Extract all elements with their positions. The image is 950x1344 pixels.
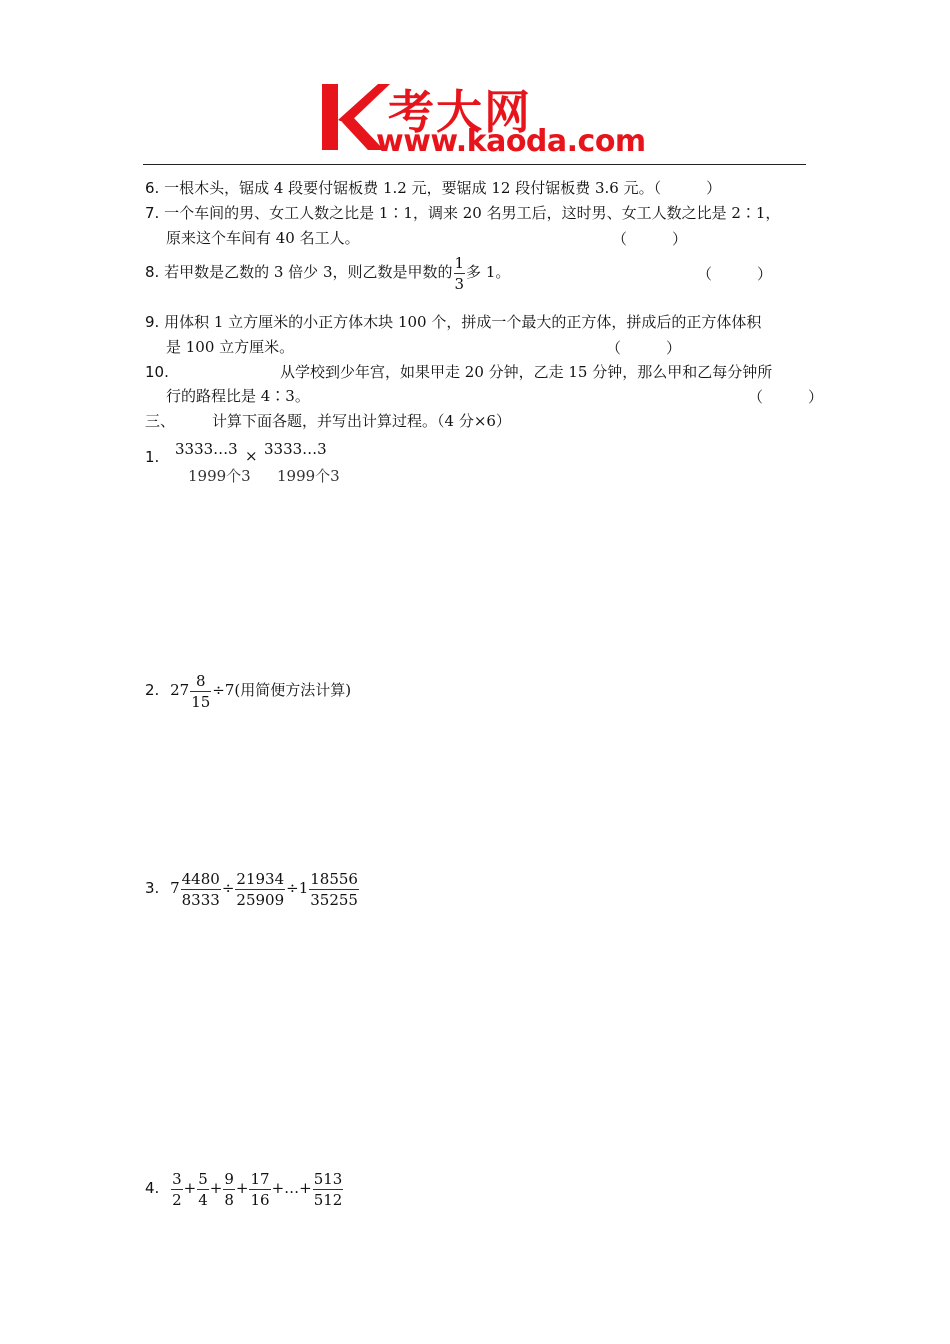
fraction-8-15: $\frac{8}{15}$ xyxy=(191,671,211,711)
kaoda-logo xyxy=(318,80,646,160)
fraction-9-8: $\frac{9}{8}$ xyxy=(224,1169,234,1209)
question-8: 8. 若甲数是乙数的 3 倍少 3，则乙数是甲数的 $\frac{1}{3}$ 多 1。 xyxy=(145,253,511,293)
question-10-line2: 行的路程比是 4∶3。 xyxy=(166,387,310,405)
fraction-18556-35255: $\frac{18556}{35255}$ xyxy=(310,869,358,909)
section-3-label: 三、 xyxy=(145,412,176,430)
calc-1-number: 1. xyxy=(145,448,160,466)
question-9-line1: 用体积 1 立方厘米的小正方体木块 100 个，拼成一个最大的正方体，拼成后的正方体体积 xyxy=(164,313,762,331)
repeated-threes-left: 3333…3 xyxy=(175,440,238,458)
question-9: 9. 用体积 1 立方厘米的小正方体木块 100 个，拼成一个最大的正方体，拼成后的正方体体积 xyxy=(145,313,762,331)
section-3-title: 计算下面各题，并写出计算过程。（4 分×6） xyxy=(212,412,511,430)
fraction-4480-8333: $\frac{4480}{8333}$ xyxy=(181,869,220,909)
fraction-5-4: $\frac{5}{4}$ xyxy=(198,1169,208,1209)
question-6: 6. 一根木头，锯成 4 段要付锯板费 1.2 元，要锯成 12 段付锯板费 3.6 元。（ ） xyxy=(145,179,722,197)
question-7: 7. 一个车间的男、女工人数之比是 1∶1，调来 20 名男工后，这时男、女工人数之比是 2∶1， xyxy=(145,204,781,222)
question-7-line2: 原来这个车间有 40 名工人。 xyxy=(166,229,360,247)
answer-blank-9: （ ） xyxy=(606,339,682,357)
fraction-3-2: $\frac{3}{2}$ xyxy=(172,1169,182,1209)
question-9-line2: 是 100 立方厘米。 xyxy=(166,338,295,356)
question-6-text: 一根木头，锯成 4 段要付锯板费 1.2 元，要锯成 12 段付锯板费 3.6 元。（ ） xyxy=(164,179,722,197)
fraction-17-16: $\frac{17}{16}$ xyxy=(250,1169,270,1209)
question-10-line1: 从学校到少年宫，如果甲走 20 分钟，乙走 15 分钟，那么甲和乙每分钟所 xyxy=(280,363,773,381)
logo-title: 考大网 xyxy=(388,85,532,139)
repeated-threes-right: 3333…3 xyxy=(264,440,327,458)
answer-blank-10: （ ） xyxy=(748,388,824,406)
question-7-line1: 一个车间的男、女工人数之比是 1∶1，调来 20 名男工后，这时男、女工人数之比是 2∶1， xyxy=(164,204,781,222)
calc-2: 2. 27 $\frac{8}{15}$ ÷7(用简便方法计算) xyxy=(145,671,352,711)
answer-blank-8: （ ） xyxy=(697,265,773,283)
times-sign: × xyxy=(245,447,258,465)
answer-blank-7: （ ） xyxy=(612,230,688,248)
calc-4: 4. $\frac{3}{2}$ + $\frac{5}{4}$ + $\frac{9}{8}$ + $\frac{17}{16}$ +…+ $\frac{513}{512}$ xyxy=(145,1169,343,1209)
calc-3: 3. 7 $\frac{4480}{8333}$ ÷ $\frac{21934}{25909}$ ÷1 $\frac{18556}{35255}$ xyxy=(145,869,358,909)
header-rule xyxy=(143,164,806,165)
repeat-count-left: 1999个3 xyxy=(188,467,251,485)
fraction-513-512: $\frac{513}{512}$ xyxy=(313,1169,343,1209)
fraction-one-third: $\frac{1}{3}$ xyxy=(454,253,465,293)
question-10: 10. xyxy=(145,363,169,381)
logo-url: www.kaoda.com xyxy=(376,124,646,159)
fraction-21934-25909: $\frac{21934}{25909}$ xyxy=(236,869,285,909)
repeat-count-right: 1999个3 xyxy=(277,467,340,485)
